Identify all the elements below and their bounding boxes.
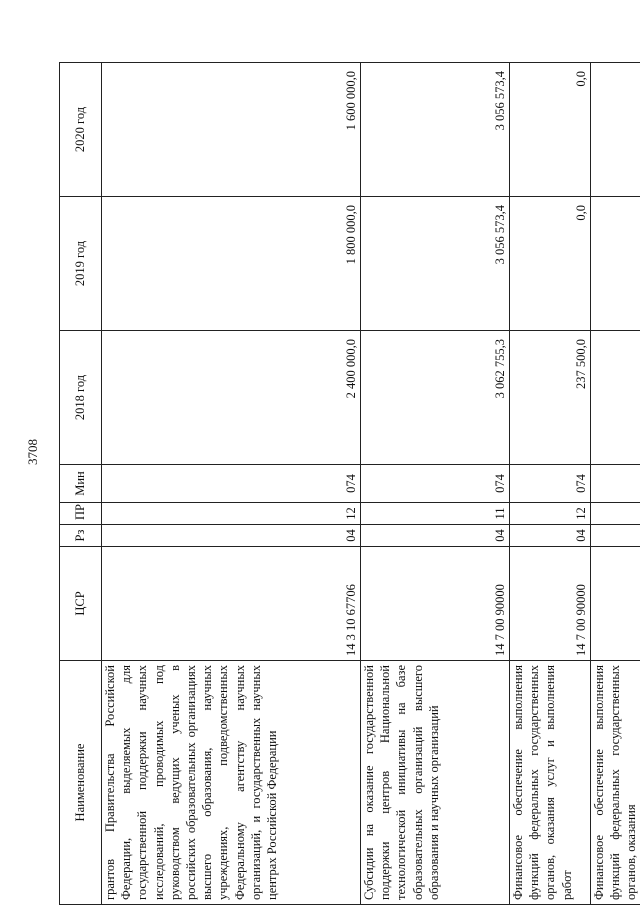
empty-cell xyxy=(591,63,640,197)
header-name: Наименование xyxy=(60,661,102,905)
row-2018: 2 400 000,0 xyxy=(102,331,361,465)
table-row xyxy=(510,63,591,905)
row-rz: 04 xyxy=(102,525,361,547)
header-pr: ПР xyxy=(60,503,102,525)
row-2018: 3 062 755,3 xyxy=(361,331,510,465)
header-2019: 2019 год xyxy=(60,197,102,331)
row-csr: 14 7 00 90000 xyxy=(361,547,510,661)
table-row xyxy=(102,63,361,905)
row-name-cell xyxy=(102,661,361,905)
row-rz: 04 xyxy=(361,525,510,547)
row-min: 074 xyxy=(361,465,510,503)
row-2020: 0,0 xyxy=(510,63,591,197)
row-2019: 0,0 xyxy=(510,197,591,331)
row-rz: 04 xyxy=(510,525,591,547)
row-2020: 1 600 000,0 xyxy=(102,63,361,197)
row-name: Финансовое обеспечение выполнения функций федеральных государственных органов, оказания услуг и выполнения работ xyxy=(511,665,574,900)
empty-cell xyxy=(591,547,640,661)
empty-cell xyxy=(591,525,640,547)
table-row xyxy=(361,63,510,905)
row-min: 074 xyxy=(102,465,361,503)
row-2020: 3 056 573,4 xyxy=(361,63,510,197)
table-header-row xyxy=(60,63,102,905)
header-csr: ЦСР xyxy=(60,547,102,661)
row-min: 074 xyxy=(510,465,591,503)
row-name: грантов Правительства Российской Федерации, выделяемых для государственной поддержки научных исследований, проводимых под руководством ведущих ученых в российских образовательных организациях высшего образования, научных учреждениях, подведомственных Федеральному агентству научных организаций, и государственных научных центрах Российской Федерации xyxy=(103,665,280,900)
empty-cell xyxy=(591,503,640,525)
row-2019: 3 056 573,4 xyxy=(361,197,510,331)
page-number xyxy=(20,432,46,472)
table-row-partial xyxy=(591,63,640,905)
empty-cell xyxy=(591,331,640,465)
header-2020: 2020 год xyxy=(60,63,102,197)
row-name: Финансовое обеспечение выполнения функций федеральных государственных органов, оказания xyxy=(592,665,639,900)
row-2019: 1 800 000,0 xyxy=(102,197,361,331)
row-name-cell xyxy=(361,661,510,905)
budget-table xyxy=(59,63,639,905)
row-name-cell xyxy=(510,661,591,905)
row-name: Субсидии на оказание государственной поддержки центров Национальной технологической инициативы на базе образовательных организаций высшего образования и научных организаций xyxy=(362,665,441,900)
row-csr: 14 3 10 67706 xyxy=(102,547,361,661)
row-2018: 237 500,0 xyxy=(510,331,591,465)
document-page xyxy=(59,63,639,905)
row-csr: 14 7 00 90000 xyxy=(510,547,591,661)
empty-cell xyxy=(591,197,640,331)
row-name-cell xyxy=(591,661,640,905)
row-pr: 12 xyxy=(510,503,591,525)
row-pr: 12 xyxy=(102,503,361,525)
header-rz: Рз xyxy=(60,525,102,547)
page-number-text: 3708 xyxy=(25,439,40,465)
header-2018: 2018 год xyxy=(60,331,102,465)
header-min: Мин xyxy=(60,465,102,503)
empty-cell xyxy=(591,465,640,503)
row-pr: 11 xyxy=(361,503,510,525)
